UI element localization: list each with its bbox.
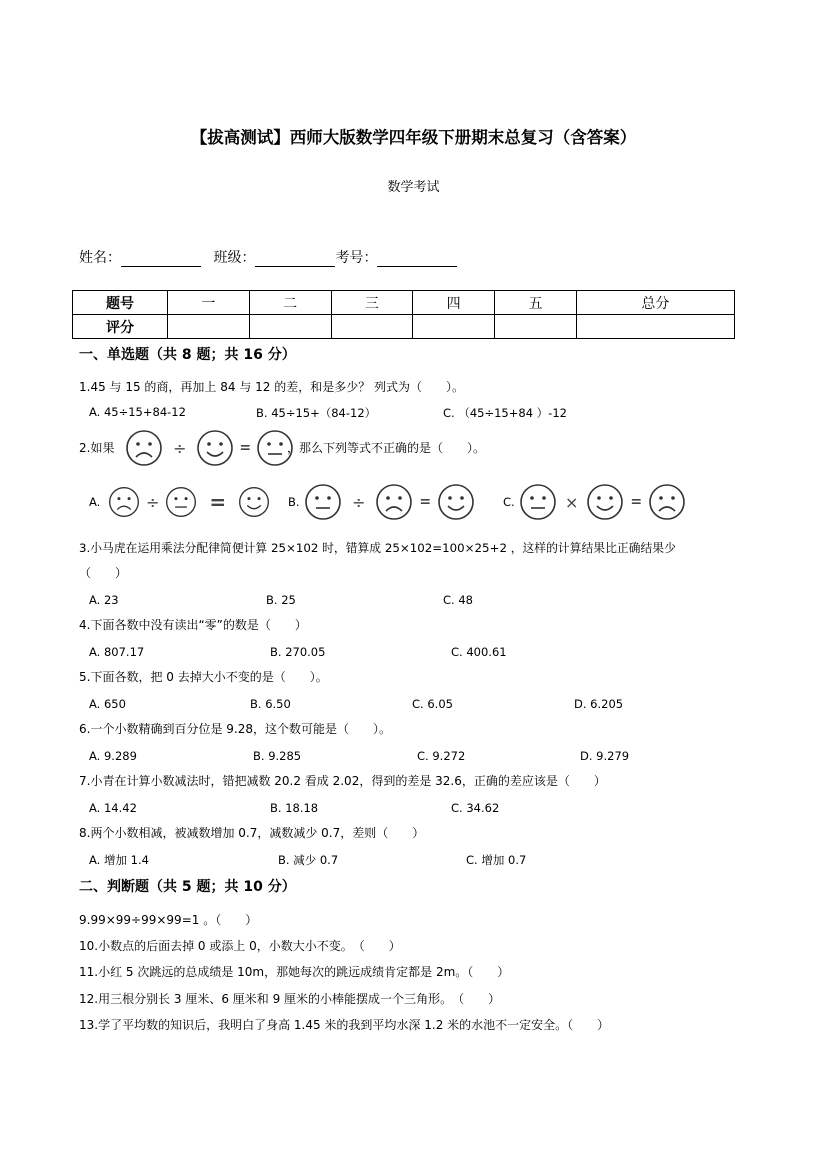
- question-9: 9.99×99÷99×99=1 。（ ）: [79, 913, 258, 927]
- question-2-option-a-label: A.: [89, 495, 101, 509]
- question-6-option-a: A. 9.289: [89, 749, 137, 763]
- score-cell: [413, 315, 495, 339]
- name-blank: [121, 252, 201, 267]
- score-table-score-label: 评分: [73, 315, 168, 339]
- question-2-option-c: [519, 482, 686, 522]
- question-6-option-b: B. 9.285: [253, 749, 302, 763]
- question-2-premise: [125, 428, 294, 468]
- score-table-score-row: [73, 315, 735, 339]
- section-1-heading: 一、单选题（共 8 题；共 16 分）: [79, 347, 296, 363]
- question-2-option-c-label: C.: [503, 495, 515, 509]
- question-4-option-a: A. 807.17: [89, 645, 145, 659]
- neutral-face-icon: [519, 483, 557, 521]
- score-table-col-5: 五: [495, 291, 577, 315]
- question-5-option-b: B. 6.50: [250, 697, 291, 711]
- class-label: 班级：: [213, 250, 256, 266]
- score-table-col-2: 二: [249, 291, 331, 315]
- happy-face-icon: [238, 486, 270, 518]
- question-2-prefix: 2.如果: [79, 441, 115, 455]
- score-cell: [495, 315, 577, 339]
- question-2-option-b-label: B.: [288, 495, 300, 509]
- question-4: 4.下面各数中没有读出“零”的数是（ ）: [79, 618, 307, 632]
- equals-sign: =: [630, 494, 643, 510]
- page-title: 【拔高测试】西师大版数学四年级下册期末总复习（含答案）: [190, 128, 637, 147]
- question-6: 6.一个小数精确到百分位是 9.28，这个数可能是（ ）。: [79, 722, 391, 736]
- question-3-paren: （ ）: [79, 566, 128, 580]
- neutral-face-icon: [165, 486, 197, 518]
- question-7-option-a: A. 14.42: [89, 801, 137, 815]
- score-table-header-label: 题号: [73, 291, 168, 315]
- question-7: 7.小青在计算小数减法时，错把减数 20.2 看成 2.02，得到的差是 32.6，正确的差应该是（ ）: [79, 774, 606, 788]
- divide-sign: ÷: [146, 492, 160, 512]
- question-4-option-b: B. 270.05: [270, 645, 326, 659]
- student-info-line: [79, 247, 457, 267]
- multiply-sign: ×: [565, 492, 579, 512]
- score-cell: [249, 315, 331, 339]
- happy-face-icon: [437, 483, 475, 521]
- question-8: 8.两个小数相减，被减数增加 0.7，减数减少 0.7，差则（ ）: [79, 826, 425, 840]
- equals-sign: =: [209, 490, 227, 514]
- question-1-option-a: A. 45÷15+84-12: [89, 405, 186, 419]
- question-13: 13.学了平均数的知识后，我明白了身高 1.45 米的我到平均水深 1.2 米的水池不一定安全。（ ）: [79, 1018, 610, 1032]
- score-table-col-4: 四: [413, 291, 495, 315]
- question-2-option-b: [304, 482, 475, 522]
- question-10: 10.小数点的后面去掉 0 或添上 0，小数大小不变。 （ ）: [79, 939, 401, 953]
- divide-sign: ÷: [352, 492, 366, 512]
- score-table-col-total: 总分: [576, 291, 734, 315]
- equals-sign: =: [419, 494, 432, 510]
- question-1: 1.45 与 15 的商，再加上 84 与 12 的差，和是多少？ 列式为（ ）。: [79, 380, 465, 394]
- score-table-col-3: 三: [331, 291, 413, 315]
- question-1-option-b: B. 45÷15+（84-12）: [256, 406, 377, 420]
- score-cell: [331, 315, 413, 339]
- neutral-face-icon: [304, 483, 342, 521]
- page-subtitle: 数学考试: [387, 180, 440, 195]
- divide-sign: ÷: [173, 438, 187, 458]
- score-cell: [576, 315, 734, 339]
- name-label: 姓名：: [79, 250, 121, 266]
- question-5-option-d: D. 6.205: [574, 697, 624, 711]
- score-table-col-1: 一: [168, 291, 250, 315]
- sad-face-icon: [375, 483, 413, 521]
- score-cell: [168, 315, 250, 339]
- exam-no-blank: [377, 252, 457, 267]
- question-5-option-a: A. 650: [89, 697, 126, 711]
- class-blank: [255, 252, 335, 267]
- happy-face-icon: [586, 483, 624, 521]
- question-7-option-c: C. 34.62: [451, 801, 500, 815]
- question-12: 12.用三根分别长 3 厘米、6 厘米和 9 厘米的小棒能摆成一个三角形。 （ ）: [79, 992, 501, 1006]
- question-3-option-c: C. 48: [443, 593, 473, 607]
- question-4-option-c: C. 400.61: [451, 645, 507, 659]
- question-5-option-c: C. 6.05: [412, 697, 453, 711]
- question-3: 3.小马虎在运用乘法分配律简便计算 25×102 时，错算成 25×102=100×25+2 ，这样的计算结果比正确结果少: [79, 541, 676, 555]
- question-2-option-a: [108, 485, 270, 519]
- equals-sign: =: [239, 440, 252, 456]
- question-8-option-b: B. 减少 0.7: [278, 853, 339, 867]
- question-6-option-c: C. 9.272: [417, 749, 466, 763]
- sad-face-icon: [125, 429, 163, 467]
- question-2-suffix: ，那么下列等式不正确的是（ ）。: [287, 441, 486, 455]
- happy-face-icon: [196, 429, 234, 467]
- section-2-heading: 二、判断题（共 5 题；共 10 分）: [79, 879, 296, 895]
- question-3-option-a: A. 23: [89, 593, 119, 607]
- question-8-option-c: C. 增加 0.7: [466, 853, 527, 867]
- score-table-header-row: [73, 291, 735, 315]
- question-7-option-b: B. 18.18: [270, 801, 319, 815]
- question-5: 5.下面各数，把 0 去掉大小不变的是（ ）。: [79, 670, 328, 684]
- question-8-option-a: A. 增加 1.4: [89, 853, 149, 867]
- sad-face-icon: [108, 486, 140, 518]
- sad-face-icon: [648, 483, 686, 521]
- question-1-option-c: C. （45÷15+84 ）-12: [443, 406, 567, 420]
- question-11: 11.小红 5 次跳远的总成绩是 10m，那她每次的跳远成绩肯定都是 2m。（ ）: [79, 965, 510, 979]
- score-table: [72, 290, 735, 339]
- question-6-option-d: D. 9.279: [580, 749, 630, 763]
- exam-no-label: 考号：: [335, 250, 378, 266]
- question-3-option-b: B. 25: [266, 593, 296, 607]
